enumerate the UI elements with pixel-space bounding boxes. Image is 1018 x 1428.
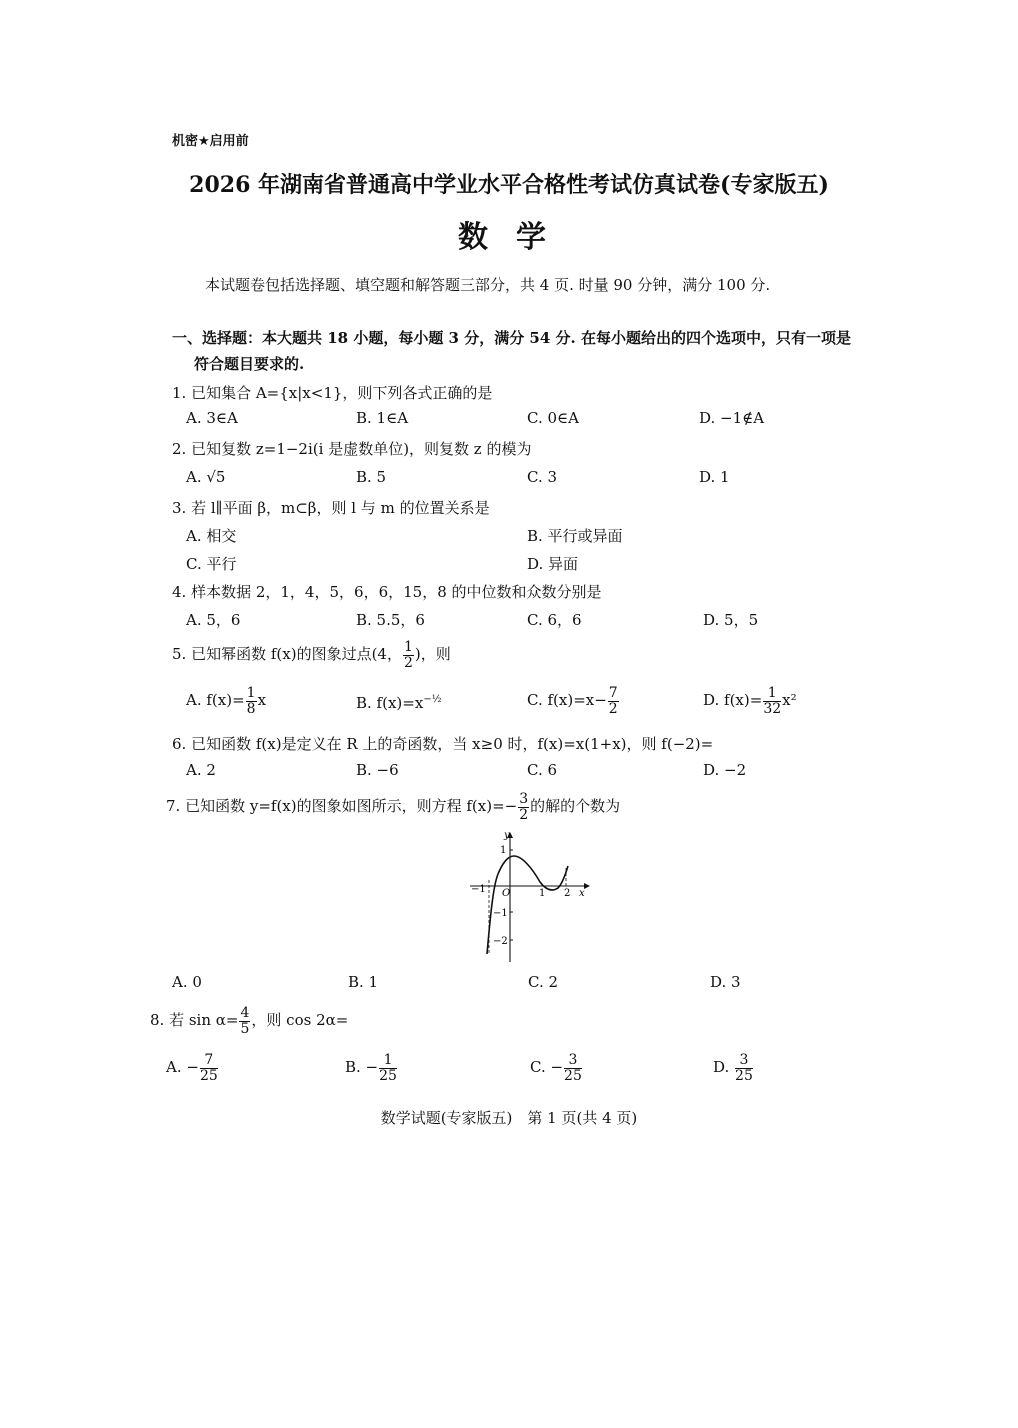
q5-b-text: B. f(x)=x [356, 694, 424, 712]
q5-stem-text: 5. 已知幂函数 f(x)的图象过点 [172, 645, 372, 664]
q8-c-num: 3 [564, 1053, 582, 1069]
confidential-mark: 机密★启用前 [172, 134, 249, 149]
q5-a-den: 8 [246, 700, 256, 717]
q2-option-c: C. 3 [527, 468, 558, 486]
q7-fraction [518, 792, 529, 822]
function-graph [466, 828, 596, 968]
x-axis-arrow [584, 883, 590, 889]
question-6-stem: 6. 已知函数 f(x)是定义在 R 上的奇函数，当 x≥0 时，f(x)=x(1+x)，则 f(−2)= [172, 735, 714, 753]
q5-c-fraction [608, 686, 619, 716]
question-4-stem: 4. 样本数据 2，1，4，5，6，6，15，8 的中位数和众数分别是 [172, 583, 602, 601]
q3-option-b: B. 平行或异面 [527, 527, 623, 545]
exam-title: 2026 年湖南省普通高中学业水平合格性考试仿真试卷(专家版五) [189, 172, 829, 198]
q8-den: 5 [240, 1020, 250, 1037]
q6-option-a: A. 2 [186, 761, 216, 779]
q6-option-d: D. −2 [703, 761, 747, 779]
q8-b-den: 25 [379, 1067, 397, 1084]
q5-point-close: )，则 [414, 645, 451, 664]
q8-a-text: A. − [166, 1058, 199, 1077]
q5-d-den: 32 [763, 700, 782, 717]
q8-b-fraction [379, 1053, 397, 1083]
label-x-1: 1 [539, 888, 546, 899]
q2-option-a: A. √5 [186, 468, 226, 486]
q8-d-num: 3 [735, 1053, 753, 1069]
q5-point-fraction [403, 640, 414, 670]
q5-option-c [527, 686, 620, 716]
question-7-stem [166, 792, 620, 822]
q7-den: 2 [519, 806, 529, 823]
q7-option-c: C. 2 [528, 973, 559, 991]
q2-option-b: B. 5 [356, 468, 387, 486]
q8-stem-text: 8. 若 sin α= [150, 1011, 239, 1030]
q5-a-text: A. f(x)= [186, 691, 245, 710]
q4-option-d: D. 5，5 [703, 611, 759, 629]
q3-option-a: A. 相交 [186, 527, 237, 545]
q5-point-num: 1 [403, 639, 413, 655]
q5-a-var: x [257, 691, 267, 710]
q5-d-var: x² [782, 691, 797, 710]
q4-option-b: B. 5.5，6 [356, 611, 425, 629]
label-x-neg1: −1 [471, 884, 486, 895]
question-5-stem [172, 640, 451, 670]
q7-option-a: A. 0 [172, 973, 202, 991]
q8-d-den: 25 [735, 1067, 753, 1084]
exam-intro: 本试题卷包括选择题、填空题和解答题三部分，共 4 页. 时量 90 分钟，满分 100 分. [205, 276, 771, 294]
q4-option-a: A. 5，6 [186, 611, 241, 629]
page-footer: 数学试题(专家版五) 第 1 页(共 4 页) [380, 1109, 638, 1127]
q8-c-fraction [564, 1053, 582, 1083]
q7-option-b: B. 1 [348, 973, 379, 991]
q5-point-den: 2 [403, 654, 413, 671]
q8-num: 4 [240, 1005, 250, 1021]
q1-option-d: D. −1∉A [699, 409, 765, 427]
label-y-neg1: −1 [493, 908, 508, 919]
q8-d-text: D. [713, 1058, 735, 1077]
q8-option-a [166, 1053, 219, 1083]
subject-title: 数学 [458, 220, 574, 255]
q5-point-open: (4， [371, 645, 402, 664]
q8-a-num: 7 [200, 1053, 218, 1069]
q4-option-c: C. 6，6 [527, 611, 582, 629]
q5-c-den: 2 [608, 700, 618, 717]
section-heading: 一、选择题：本大题共 18 小题，每小题 3 分，满分 54 分. 在每小题给出的四个选项中，只有一项是 [172, 329, 851, 347]
q5-option-a [186, 686, 266, 716]
q2-option-d: D. 1 [699, 468, 730, 486]
q5-b-exponent: −½ [423, 694, 442, 705]
q1-option-b: B. 1∈A [356, 409, 409, 427]
label-y-neg2: −2 [493, 936, 508, 947]
q8-option-b [345, 1053, 398, 1083]
q8-stem-end: ，则 cos 2α= [251, 1011, 349, 1030]
q1-option-c: C. 0∈A [527, 409, 579, 427]
q7-stem-end: 的解的个数为 [530, 797, 621, 816]
q8-a-fraction [200, 1053, 218, 1083]
q3-option-c: C. 平行 [186, 555, 237, 573]
label-x-2: 2 [564, 888, 571, 899]
q5-a-num: 1 [246, 685, 256, 701]
q8-c-text: C. − [530, 1058, 564, 1077]
q8-d-fraction [735, 1053, 753, 1083]
q8-b-text: B. − [345, 1058, 379, 1077]
q6-option-c: C. 6 [527, 761, 558, 779]
label-y: y [504, 830, 510, 841]
q5-c-text: C. f(x)=x− [527, 691, 607, 710]
q7-stem-text: 7. 已知函数 y=f(x)的图象如图所示，则方程 f(x)=− [166, 797, 518, 816]
q5-d-num: 1 [763, 686, 781, 702]
q8-a-den: 25 [199, 1067, 218, 1084]
q5-d-fraction [763, 686, 781, 716]
q5-a-fraction [246, 686, 257, 716]
q5-c-num: 7 [608, 685, 618, 701]
q7-option-d: D. 3 [710, 973, 741, 991]
label-origin: O [502, 888, 511, 899]
q8-option-d [713, 1053, 754, 1083]
q5-option-b [356, 694, 441, 712]
q8-c-den: 25 [564, 1067, 582, 1084]
q7-num: 3 [519, 791, 529, 807]
q8-fraction [239, 1006, 250, 1036]
label-x: x [579, 888, 585, 899]
q5-d-text: D. f(x)= [703, 691, 763, 710]
q6-option-b: B. −6 [356, 761, 399, 779]
q8-b-num: 1 [379, 1053, 397, 1069]
q1-option-a: A. 3∈A [186, 409, 238, 427]
q5-option-d [703, 686, 797, 716]
question-2-stem: 2. 已知复数 z=1−2i(i 是虚数单位)，则复数 z 的模为 [172, 440, 532, 458]
question-3-stem: 3. 若 l∥平面 β，m⊂β，则 l 与 m 的位置关系是 [172, 499, 490, 517]
question-8-stem [150, 1006, 348, 1036]
q8-option-c [530, 1053, 583, 1083]
question-1-stem: 1. 已知集合 A={x|x<1}，则下列各式正确的是 [172, 384, 493, 402]
q3-option-d: D. 异面 [527, 555, 579, 573]
section-heading-cont: 符合题目要求的. [194, 355, 305, 373]
label-y-1: 1 [500, 845, 507, 856]
